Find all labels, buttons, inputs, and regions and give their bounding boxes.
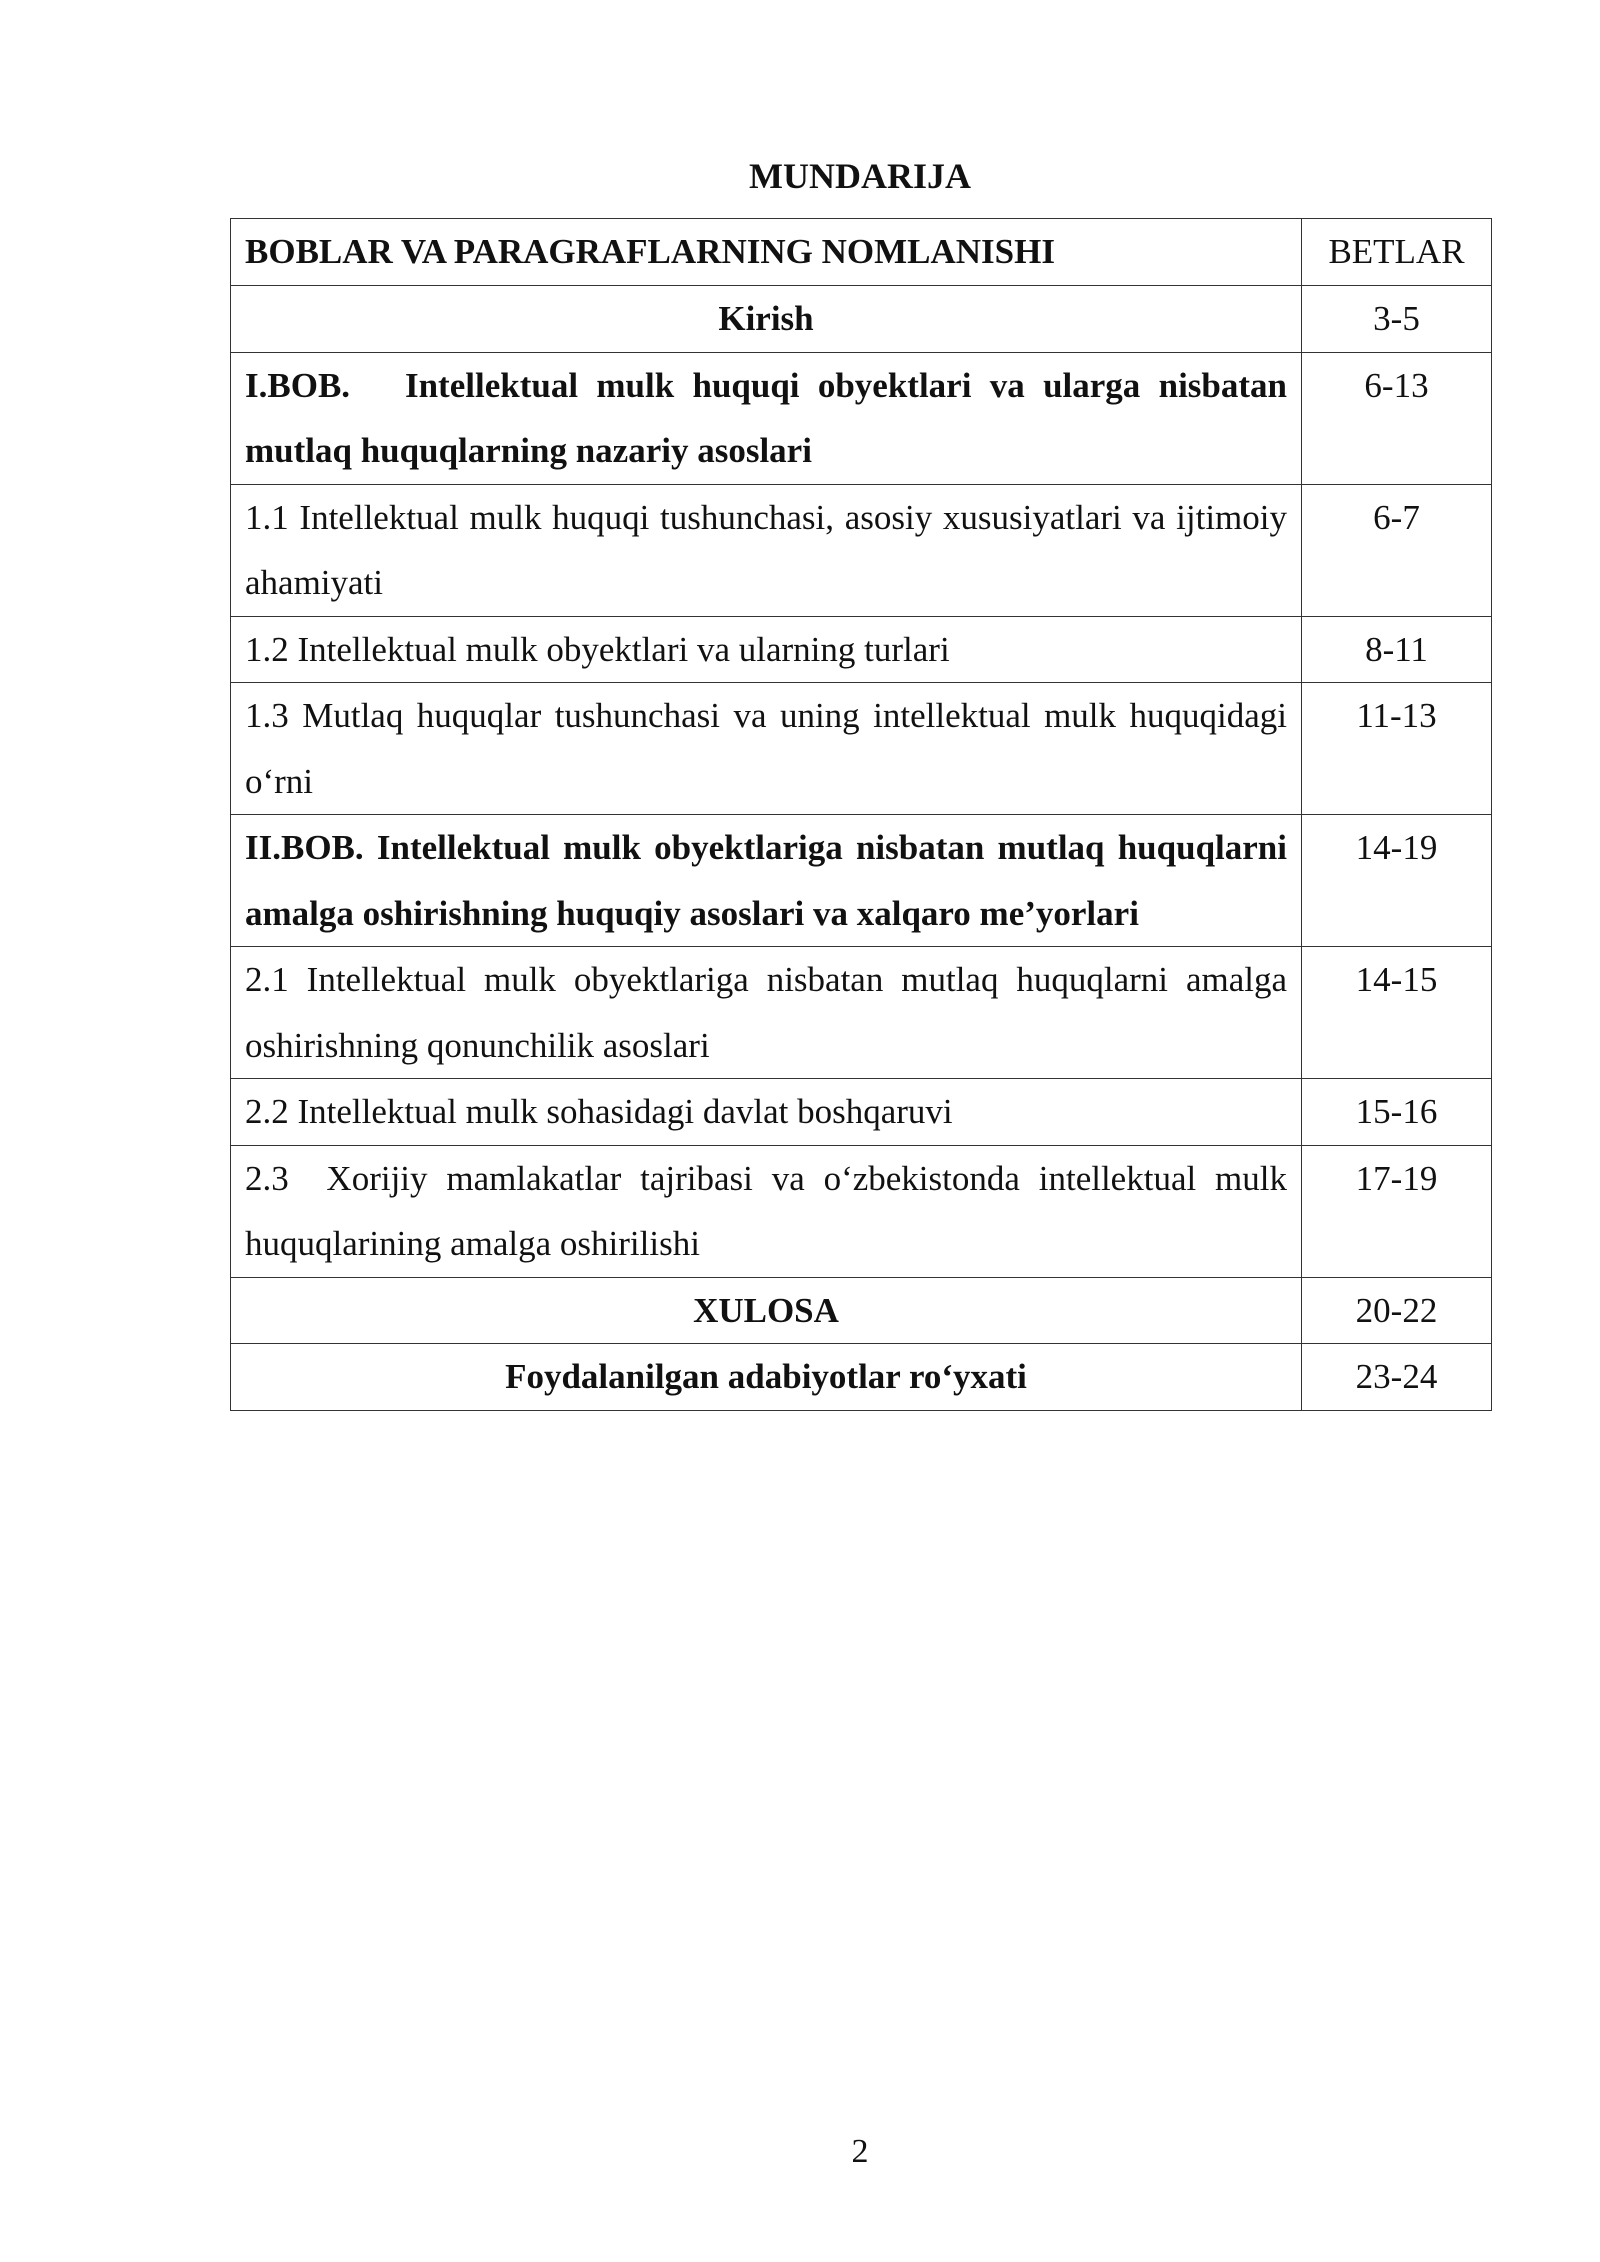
toc-entry-pages: 11-13 <box>1302 683 1492 815</box>
toc-row-section-2-3 <box>231 1145 1492 1277</box>
toc-entry-name: 2.1 Intellektual mulk obyektlariga nisbatan mutlaq huquqlarni amalga oshirishning qonunchilik asoslari <box>231 947 1302 1079</box>
toc-row-section-1-2 <box>231 616 1492 683</box>
toc-entry-pages: 14-15 <box>1302 947 1492 1079</box>
toc-entry-pages: 15-16 <box>1302 1079 1492 1146</box>
toc-row-section-1-1 <box>231 484 1492 616</box>
toc-entry-name: 1.1 Intellektual mulk huquqi tushunchasi, asosiy xususiyatlari va ijtimoiy ahamiyati <box>231 484 1302 616</box>
toc-row-section-2-2 <box>231 1079 1492 1146</box>
toc-entry-name: 1.2 Intellektual mulk obyektlari va ularning turlari <box>231 616 1302 683</box>
page-number: 2 <box>851 2133 869 2170</box>
toc-row-conclusion <box>231 1277 1492 1344</box>
toc-entry-name: 2.2 Intellektual mulk sohasidagi davlat boshqaruvi <box>231 1079 1302 1146</box>
toc-entry-name: 1.3 Mutlaq huquqlar tushunchasi va uning intellektual mulk huquqidagi o‘rni <box>231 683 1302 815</box>
toc-header-row <box>231 219 1492 286</box>
toc-entry-pages: 20-22 <box>1302 1277 1492 1344</box>
toc-entry-pages: 17-19 <box>1302 1145 1492 1277</box>
toc-header-pages: BETLAR <box>1302 219 1492 286</box>
toc-entry-pages: 14-19 <box>1302 815 1492 947</box>
toc-row-chapter-1 <box>231 352 1492 484</box>
toc-entry-name: Foydalanilgan adabiyotlar ro‘yxati <box>231 1344 1302 1411</box>
toc-entry-name: II.BOB. Intellektual mulk obyektlariga nisbatan mutlaq huquqlarni amalga oshirishning huquqiy asoslari va xalqaro me’yorlari <box>231 815 1302 947</box>
toc-row-section-2-1 <box>231 947 1492 1079</box>
toc-row-chapter-2 <box>231 815 1492 947</box>
toc-entry-name: 2.3 Xorijiy mamlakatlar tajribasi va o‘zbekistonda intellektual mulk huquqlarining amalga oshirilishi <box>231 1145 1302 1277</box>
toc-entry-name: I.BOB. Intellektual mulk huquqi obyektlari va ularga nisbatan mutlaq huquqlarning nazariy asoslari <box>231 352 1302 484</box>
toc-entry-pages: 23-24 <box>1302 1344 1492 1411</box>
toc-entry-pages: 3-5 <box>1302 286 1492 353</box>
toc-entry-name: XULOSA <box>231 1277 1302 1344</box>
toc-header-name: BOBLAR VA PARAGRAFLARNING NOMLANISHI <box>231 219 1302 286</box>
document-title: MUNDARIJA <box>749 156 971 196</box>
toc-row-references <box>231 1344 1492 1411</box>
table-of-contents <box>230 218 1492 1411</box>
toc-row-introduction <box>231 286 1492 353</box>
toc-entry-pages: 6-7 <box>1302 484 1492 616</box>
toc-entry-pages: 6-13 <box>1302 352 1492 484</box>
toc-row-section-1-3 <box>231 683 1492 815</box>
toc-entry-pages: 8-11 <box>1302 616 1492 683</box>
toc-entry-name: Kirish <box>231 286 1302 353</box>
